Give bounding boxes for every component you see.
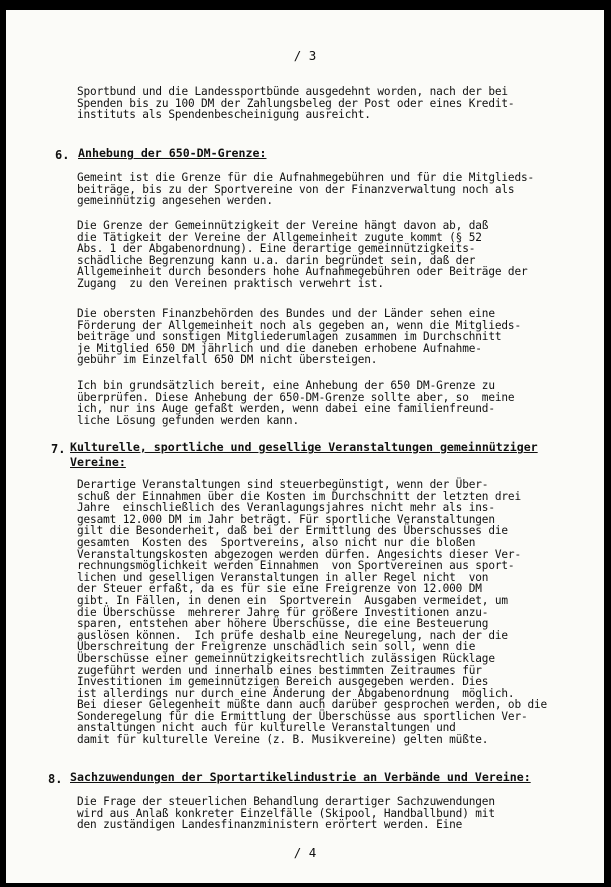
document-page xyxy=(6,10,604,883)
section-6-paragraph-1: Gemeint ist die Grenze für die Aufnahmegebühren und für die Mitglieds- beiträge, bis zu der Sportvereine von der Finanzverwaltung noch als gemeinnützig angesehen werden. xyxy=(77,171,535,208)
section-6-heading: Anhebung der 650-DM-Grenze: xyxy=(78,146,267,160)
section-8-paragraph-1: Die Frage der steuerlichen Behandlung derartiger Sachzuwendungen wird aus Anlaß konkreter Einzelfälle (Skipool, Handballbund) mit den zuständigen Landesfinanzministern erörtert werden. Eine xyxy=(77,795,495,832)
page-number-top: / 3 xyxy=(293,48,317,63)
section-6-paragraph-2: Die Grenze der Gemeinnützigkeit der Vereine hängt davon ab, daß die Tätigkeit der Vereine der Allgemeinheit zugute kommt (§ 52 Abs. 1 der Abgabenordnung). Eine derartige gemeinnützigkeits- schädliche Begrenzung kann u.a. darin begründet sein, daß der Allgemeinheit durch besonders hohe Aufnahmegebühren oder Beiträge der Zugang zu den Vereinen praktisch verwehrt ist. xyxy=(77,219,528,290)
section-6-paragraph-4: Ich bin grundsätzlich bereit, eine Anhebung der 650 DM-Grenze zu überprüfen. Diese Anhebung der 650-DM-Grenze sollte aber, so meine ich, nur ins Auge gefaßt werden, wenn dabei eine familienfreund- liche Lösung gefunden werden kann. xyxy=(77,379,515,427)
section-8-heading: Sachzuwendungen der Sportartikelindustrie an Verbände und Vereine: xyxy=(70,770,531,784)
section-7-heading: Kulturelle, sportliche und gesellige Veranstaltungen gemeinnütziger Vereine: xyxy=(70,440,538,469)
section-8-number: 8. xyxy=(48,772,63,786)
section-7-paragraph-1: Derartige Veranstaltungen sind steuerbegünstigt, wenn der Über- schuß der Einnahmen über die Kosten im Durchschnitt der letzten drei Jahre einschließlich des Veranlagungsjahres nicht mehr als ins- gesamt 12.000 DM im Jahr beträgt. Für sportliche Veranstaltungen gilt die Besonderheit, daß bei der Ermittlung des Überschusses die gesamten Kosten des Sportvereins, also nicht nur die bloßen Veranstaltungskosten abgezogen werden dürfen. Angesichts dieser Ver- rechnungsmöglichkeit werden Einnahmen von Sportvereinen aus sport- lichen und geselligen Veranstaltungen in aller Regel nicht von der Steuer erfaßt, da es für sie eine Freigrenze von 12.000 DM gibt. In Fällen, in denen ein Sportverein Ausgaben vermeidet, um die Überschüsse mehrerer Jahre für größere Investitionen anzu- sparen, entstehen aber höhere Überschüsse, die eine Besteuerung auslösen können. Ich prüfe deshalb eine Neuregelung, nach der die Überschreitung der Freigrenze unschädlich sein soll, wenn die Überschüsse einer gemeinnützigkeitsrechtlich zulässigen Rücklage zugeführt werden und innerhalb eines bestimmten Zeitraumes für Investitionen im gemeinnützigen Bereich ausgegeben werden. Dies ist allerdings nur durch eine Änderung der Abgabenordnung möglich. Bei dieser Gelegenheit müßte dann auch darüber gesprochen werden, ob die Sonderegelung für die Ermittlung der Überschüsse aus sportlichen Ver- anstaltungen nicht auch für kulturelle Veranstaltungen und damit für kulturelle Vereine (z. B. Musikvereine) gelten müßte. xyxy=(77,478,548,747)
section-6-number: 6. xyxy=(55,148,70,162)
page-number-bottom: / 4 xyxy=(293,845,317,860)
section-6-paragraph-3: Die obersten Finanzbehörden des Bundes und der Länder sehen eine Förderung der Allgemeinheit noch als gegeben an, wenn die Mitglieds- beiträge und sonstigen Mitgliederumlagen zusammen im Durchschnitt je Mitglied 650 DM jährlich und die daneben erhobene Aufnahme- gebühr im Einzelfall 650 DM nicht übersteigen. xyxy=(77,307,521,367)
section-7-number: 7. xyxy=(51,442,66,456)
intro-paragraph: Sportbund und die Landessportbünde ausgedehnt worden, nach der bei Spenden bis zu 100 DM der Zahlungsbeleg der Post oder eines Kredit- instituts als Spendenbescheinigung ausreicht. xyxy=(77,85,515,122)
